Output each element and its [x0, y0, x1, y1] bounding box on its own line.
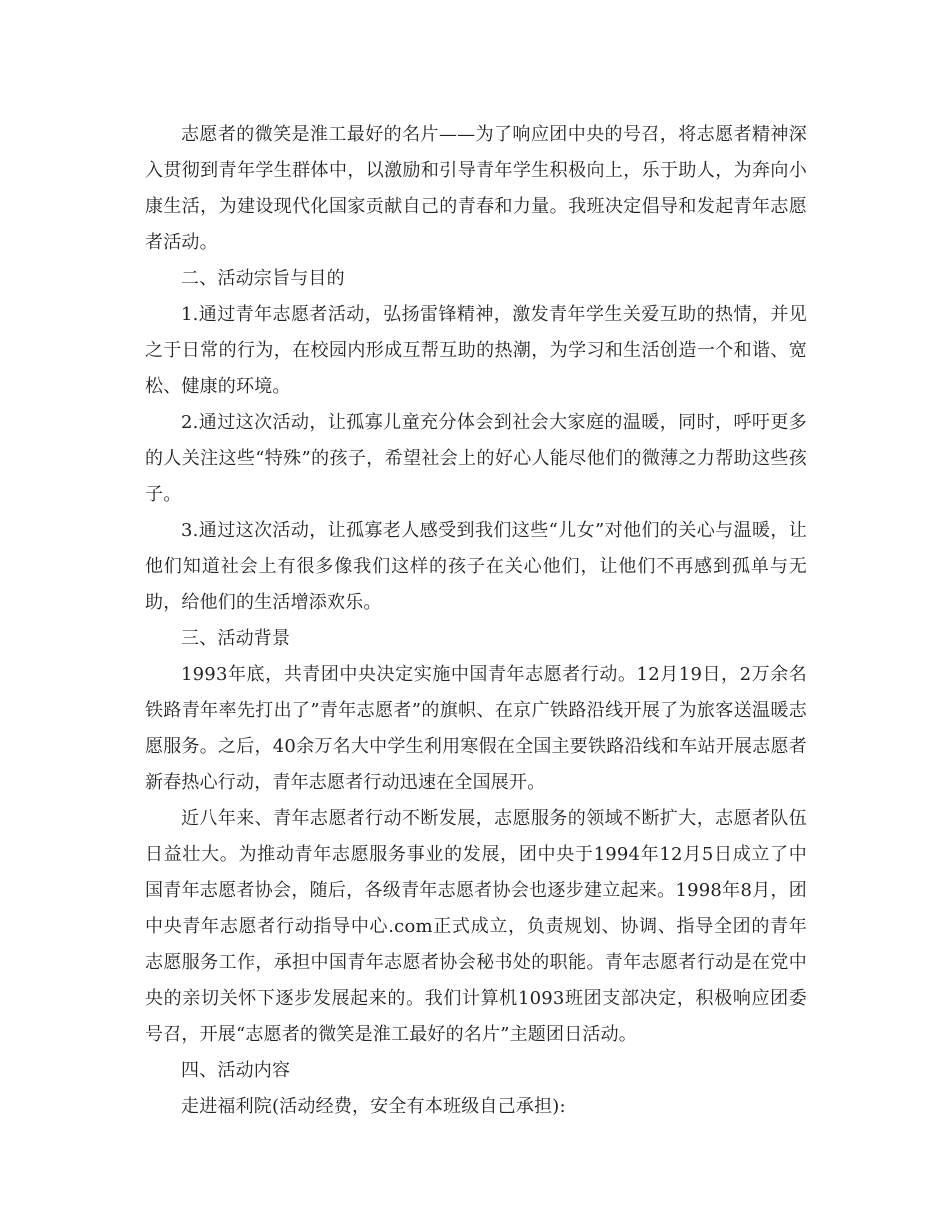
content-paragraph-1: 走进福利院(活动经费，安全有本班级自己承担):: [181, 1096, 566, 1117]
section-heading-content: 四、活动内容: [181, 1060, 291, 1081]
intro-paragraph: 志愿者的微笑是淮工最好的名片——为了响应团中央的号召，将志愿者精神深入贯彻到青年学生群体中，以激励和引导青年学生积极向上，乐于助人，为奔向小康生活，为建设现代化国家贡献自己的青春和力量。我班决定倡导和发起青年志愿者活动。: [145, 124, 807, 253]
document-body: [145, 117, 807, 1125]
purpose-item-1: 1.通过青年志愿者活动，弘扬雷锋精神，激发青年学生关爱互助的热情，并见之于日常的行为，在校园内形成互帮互助的热潮，为学习和生活创造一个和谐、宽松、健康的环境。: [145, 304, 807, 397]
purpose-item-2: 2.通过这次活动，让孤寡儿童充分体会到社会大家庭的温暖，同时，呼吁更多的人关注这些“特殊”的孩子，希望社会上的好心人能尽他们的微薄之力帮助这些孩子。: [145, 412, 807, 505]
background-paragraph-2: 近八年来、青年志愿者行动不断发展，志愿服务的领域不断扩大，志愿者队伍日益壮大。为推动青年志愿服务事业的发展，团中央于1994年12月5日成立了中国青年志愿者协会，随后，各级青年志愿者协会也逐步建立起来。1998年8月，团中央青年志愿者行动指导中心.com正式成立，负责规划、协调、指导全团的青年志愿服务工作，承担中国青年志愿者协会秘书处的职能。青年志愿者行动是在党中央的亲切关怀下逐步发展起来的。我们计算机1093班团支部决定，积极响应团委号召，开展“志愿者的微笑是淮工最好的名片”主题团日活动。: [145, 808, 807, 1045]
background-paragraph-1: 1993年底，共青团中央决定实施中国青年志愿者行动。12月19日，2万余名铁路青年率先打出了”青年志愿者”的旗帜、在京广铁路沿线开展了为旅客送温暖志愿服务。之后，40余万名大中学生利用寒假在全国主要铁路沿线和车站开展志愿者新春热心行动，青年志愿者行动迅速在全国展开。: [145, 664, 807, 793]
purpose-item-3: 3.通过这次活动，让孤寡老人感受到我们这些“儿女”对他们的关心与温暖，让他们知道社会上有很多像我们这样的孩子在关心他们，让他们不再感到孤单与无助，给他们的生活增添欢乐。: [145, 520, 807, 613]
section-heading-background: 三、活动背景: [181, 628, 291, 649]
section-heading-purpose: 二、活动宗旨与目的: [181, 268, 345, 289]
